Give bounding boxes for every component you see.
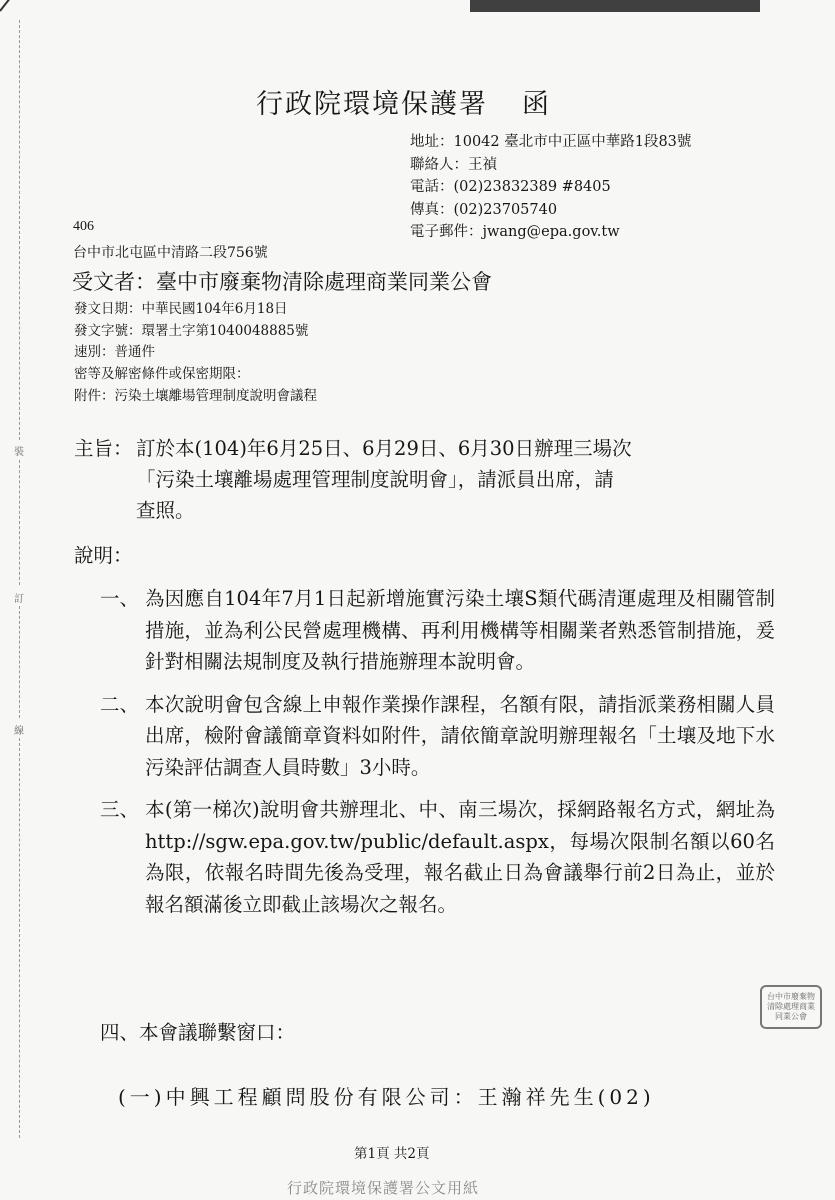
secrecy-level: 密等及解密條件或保密期限：	[74, 366, 250, 383]
explanation-item	[100, 794, 775, 920]
contact-fax: 傳真：(02)23705740	[410, 201, 558, 218]
subject-line-1: 訂於本(104)年6月25日、6月29日、6月30日辦理三場次	[136, 437, 632, 460]
document-title	[256, 82, 551, 121]
explanation-items	[100, 583, 775, 931]
explanation-heading: 說明：	[74, 544, 133, 567]
recipient-postcode: 406	[73, 219, 94, 234]
recipient-seal-stamp	[760, 985, 822, 1029]
item-number: 一、	[100, 587, 140, 610]
seal-text: 台中市廢棄物清除處理商業同業公會	[767, 992, 815, 1021]
margin-mark-staple: 訂	[14, 594, 24, 605]
subject-line-2: 「污染土壤離場處理管理制度說明會」，請派員出席，請	[136, 468, 614, 491]
page-number: 第1頁 共2頁	[354, 1146, 430, 1162]
contact-person: 聯絡人：王禎	[410, 156, 497, 173]
binding-line	[19, 20, 20, 440]
binding-line	[19, 738, 20, 1138]
attachment: 附件：污染土壤離場管理制度說明會議程	[74, 387, 317, 404]
contact-address: 地址：10042 臺北市中正區中華路1段83號	[410, 134, 692, 150]
recipient: 受文者：臺中市廢棄物清除處理商業同業公會	[72, 270, 492, 294]
explanation-item	[100, 689, 775, 784]
margin-mark-bind: 裝	[14, 447, 24, 458]
paper-watermark: 行政院環境保護署公文用紙	[287, 1179, 480, 1197]
contact-phone: 電話：(02)23832389 #8405	[410, 179, 611, 195]
subject-line-3: 查照。	[136, 499, 195, 522]
recipient-address: 台中市北屯區中清路二段756號	[73, 245, 268, 261]
delivery-speed: 速別：普通件	[74, 344, 155, 361]
item-4-heading: 四、本會議聯繫窗口：	[100, 1021, 296, 1044]
margin-mark-line: 線	[14, 726, 24, 737]
item-text: 為因應自104年7月1日起新增施實污染土壤S類代碼清運處理及相關管制措施，並為利公民營處理機構、再利用機構等相關業者熟悉管制措施，爰針對相關法規制度及執行措施辦理本說明會。	[145, 587, 775, 673]
item-number: 二、	[100, 692, 140, 716]
item-text: 本(第一梯次)說明會共辦理北、中、南三場次，採網路報名方式，網址為http://sgw.epa.gov.tw/public/default.aspx，每場次限制名額以60名為限，依報名時間先後為受理，報名截止日為會議舉行前2日為止，並於報名額滿後立即截止該場次之報名。	[145, 798, 775, 916]
pen-stroke	[0, 0, 33, 12]
subject-label: 主旨：	[74, 437, 133, 460]
explanation-item	[100, 583, 775, 678]
item-number: 三、	[100, 798, 140, 821]
subject-block	[74, 433, 632, 526]
agency-name: 行政院環境保護署	[256, 89, 488, 120]
document-meta	[74, 299, 317, 408]
item-text: 本次說明會包含線上申報作業操作課程，名額有限，請指派業務相關人員出席，檢附會議簡章資料如附件，請依簡章說明辦理報名「土壤及地下水污染評估調查人員時數」3小時。	[145, 692, 775, 779]
binding-line	[19, 460, 20, 585]
doc-number: 發文字號：環署土字第1040048885號	[74, 322, 309, 339]
scanner-edge-mark	[470, 0, 760, 12]
contact-block	[410, 131, 691, 244]
binding-line	[19, 606, 20, 718]
issue-date: 發文日期：中華民國104年6月18日	[74, 301, 288, 317]
contact-email: 電子郵件：jwang@epa.gov.tw	[410, 224, 620, 240]
doc-type: 函	[522, 89, 551, 120]
item-4-sub: (一)中興工程顧問股份有限公司：王瀚祥先生(02)	[118, 1085, 655, 1109]
